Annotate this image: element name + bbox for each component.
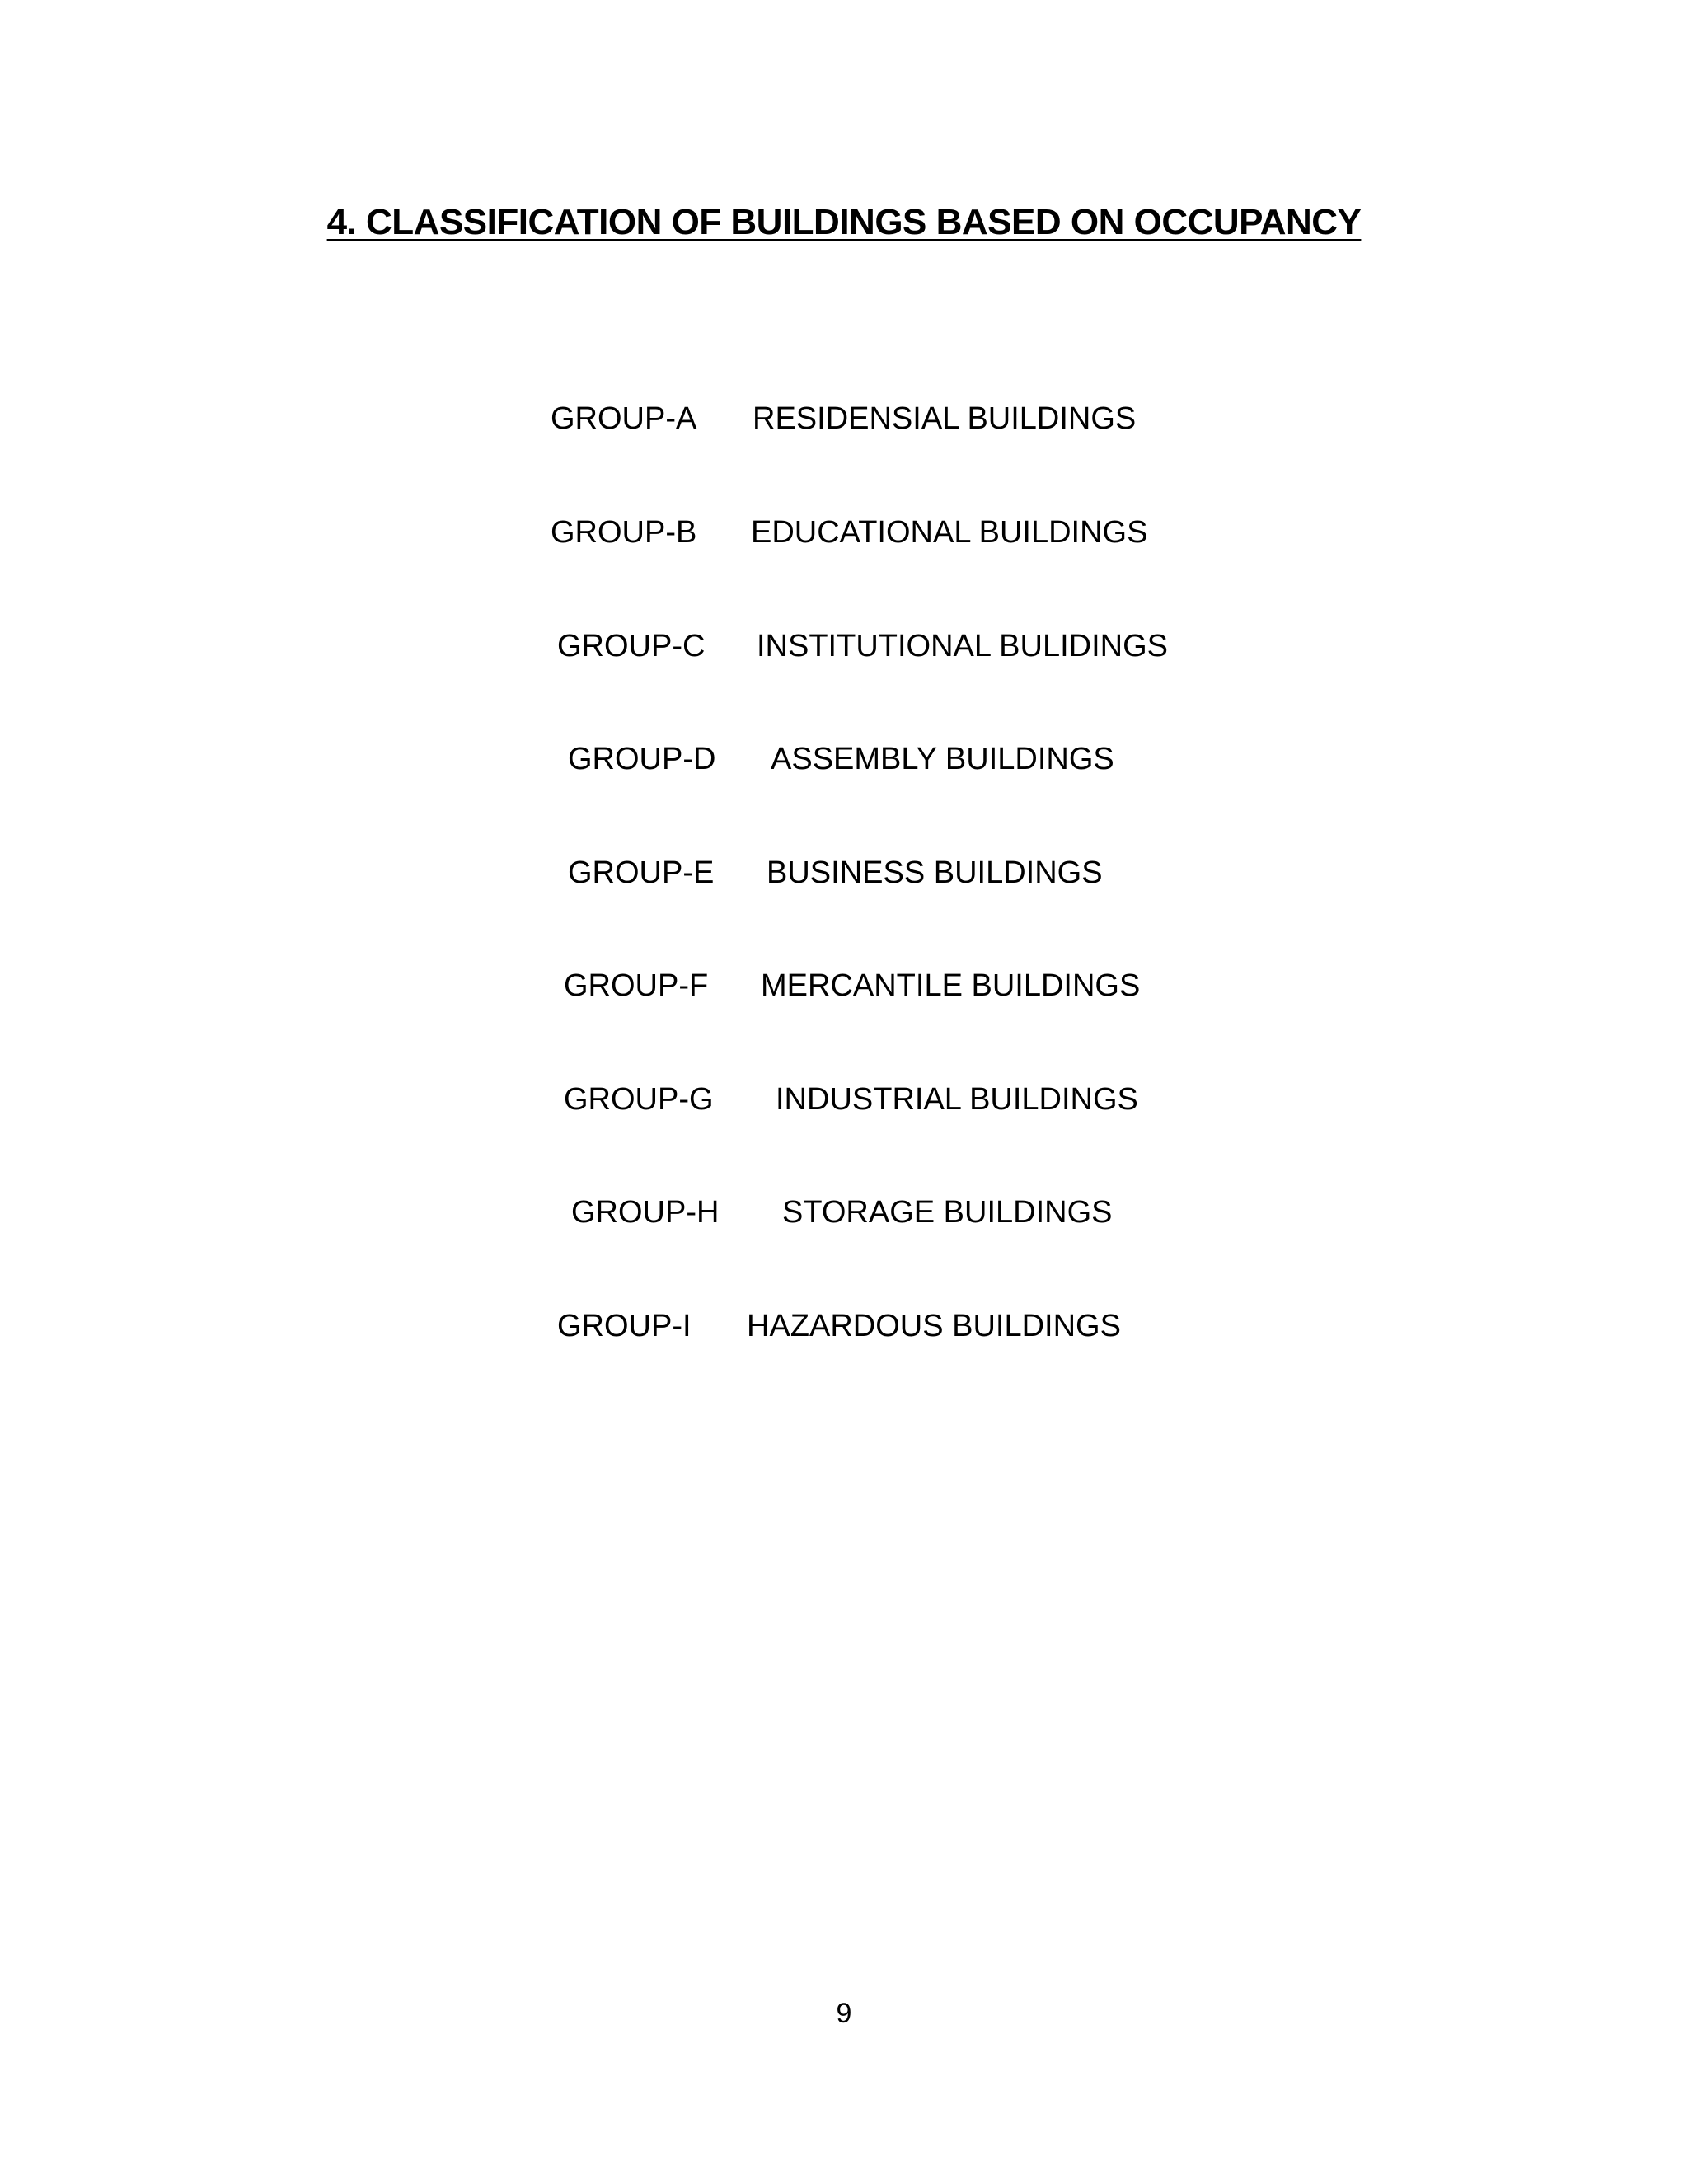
group-description: ASSEMBLY BUILDINGS [771,742,1114,776]
group-code: GROUP-C [557,629,706,663]
group-description: STORAGE BUILDINGS [782,1195,1113,1230]
group-code: GROUP-G [564,1082,714,1117]
page-title-text: 4. CLASSIFICATION OF BUILDINGS BASED ON OCCUPANCY [326,202,1362,242]
group-code: GROUP-D [568,742,716,776]
group-description: INDUSTRIAL BUILDINGS [776,1082,1138,1117]
group-row-h [0,1188,1688,1237]
group-row-g [0,1075,1688,1124]
group-row-f [0,961,1688,1010]
group-row-e [0,848,1688,898]
group-code: GROUP-H [571,1195,720,1230]
page-number: 9 [836,1998,852,2029]
group-description: RESIDENSIAL BUILDINGS [753,401,1137,436]
group-code: GROUP-F [564,968,709,1003]
group-row-d [0,734,1688,784]
group-row-b [0,508,1688,557]
group-description: MERCANTILE BUILDINGS [761,968,1141,1003]
group-row-a [0,394,1688,443]
group-code: GROUP-I [557,1309,692,1343]
group-description: INSTITUTIONAL BULIDINGS [757,629,1168,663]
page-title [0,198,1688,247]
group-row-c [0,621,1688,671]
group-code: GROUP-A [551,401,697,436]
group-row-i [0,1301,1688,1351]
group-description: EDUCATIONAL BUILDINGS [751,515,1148,550]
group-code: GROUP-B [551,515,697,550]
group-code: GROUP-E [568,855,715,890]
group-description: HAZARDOUS BUILDINGS [747,1309,1121,1343]
group-description: BUSINESS BUILDINGS [767,855,1103,890]
